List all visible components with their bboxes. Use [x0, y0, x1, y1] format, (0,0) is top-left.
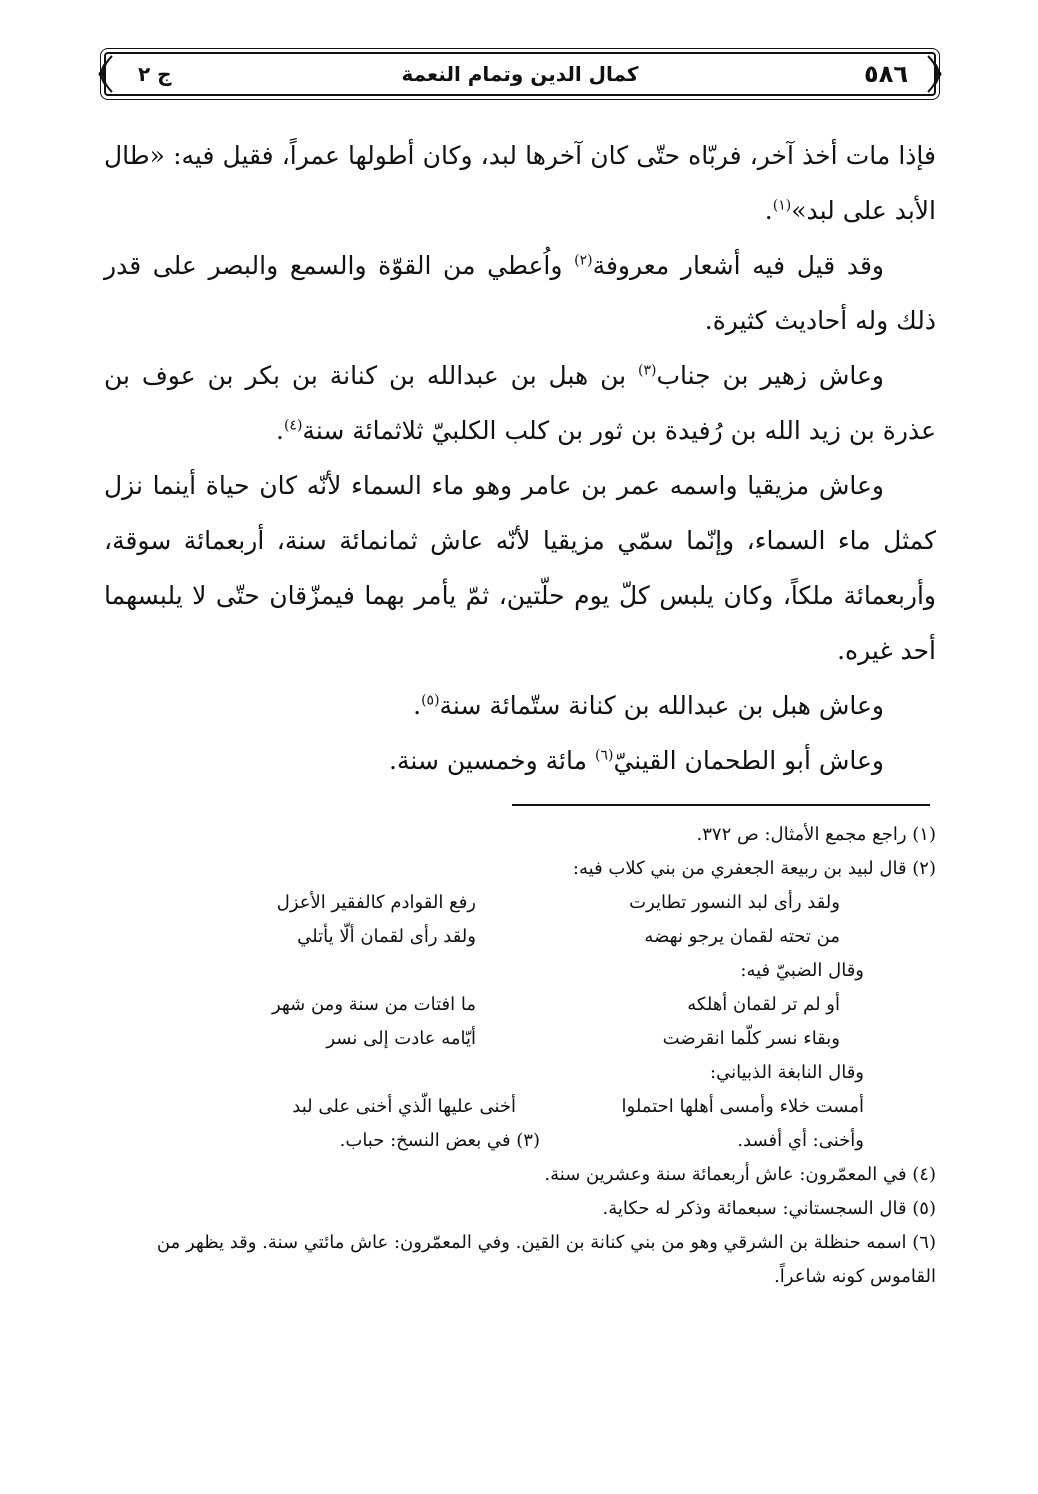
volume-label: ج ٢	[138, 62, 172, 86]
verse-hemistich: ولقد رأى لبد النسور تطايرت	[629, 892, 840, 913]
footnotes	[104, 818, 936, 1294]
poem-verse	[104, 1022, 936, 1056]
footnote-5: (٥) قال السجستاني: سبعمائة وذكر له حكاية.	[602, 1198, 936, 1219]
page-number: ٥٨٦	[864, 60, 908, 88]
header-ornament-right-icon	[924, 54, 950, 94]
verse-hemistich: أمست خلاء وأمسى أهلها احتملوا	[621, 1096, 864, 1117]
footnote-2: (٢) قال لبيد بن ربيعة الجعفري من بني كلاب فيه:	[572, 858, 936, 879]
verse-hemistich: وبقاء نسر كلّما انقرضت	[662, 1028, 840, 1049]
gloss-line	[104, 1124, 936, 1158]
footnote-1: (١) راجع مجمع الأمثال: ص ٣٧٢.	[696, 824, 936, 845]
footnote-ref: (٤)	[283, 417, 303, 434]
footnote-4: (٤) في المعمّرون: عاش أربعمائة سنة وعشرين سنة.	[544, 1164, 936, 1185]
poem-verse	[104, 988, 936, 1022]
footnote-ref: (١)	[772, 197, 792, 214]
paragraph: وعاش هبل بن عبدالله بن كنانة ستّمائة سنة$^{(٥)}$.	[413, 691, 884, 720]
poem-intro: وقال الضبيّ فيه:	[740, 960, 864, 981]
verse-hemistich: ولقد رأى لقمان ألّا يأتلي	[297, 926, 476, 947]
verse-hemistich: أيّامه عادت إلى نسر	[326, 1028, 476, 1049]
paragraph: وعاش زهير بن جناب$^{(٣)}$ بن هبل بن عبدالله بن كنانة بن بكر بن عوف بن عذرة بن زيد الله بن رُفيدة بن ثور بن كلب الكلبيّ ثلاثمائة سنة$^{(٤)}$.	[104, 361, 936, 445]
footnote-divider	[512, 804, 930, 806]
paragraph: وقد قيل فيه أشعار معروفة$^{(٢)}$ واُعطي من القوّة والسمع والبصر على قدر ذلك وله أحاديث كثيرة.	[104, 251, 936, 335]
verse-hemistich: رفع القوادم كالفقير الأعزل	[276, 892, 476, 913]
poem-verse	[104, 1090, 936, 1124]
paragraph: وعاش مزيقيا واسمه عمر بن عامر وهو ماء السماء لأنّه كان حياة أينما نزل كمثل ماء السماء، وإنّما سمّي مزيقيا لأنّه عاش ثمانمائة سنة، أربعمائة سوقة، وأربعمائة ملكاً، وكان يلبس كلّ يوم حلّتين، ثمّ يأمر بهما فيمزّقان حتّى لا يلبسهما أحد غيره.	[104, 471, 936, 665]
verse-hemistich: من تحته لقمان يرجو نهضه	[644, 926, 840, 947]
gloss: وأخنى: أي أفسد.	[737, 1130, 864, 1151]
footnote-ref: (٥)	[421, 692, 440, 709]
main-text	[104, 128, 936, 788]
paragraph: وعاش أبو الطحمان القينيّ$^{(٦)}$ مائة وخمسين سنة.	[389, 746, 884, 775]
poem-verse	[104, 886, 936, 920]
verse-hemistich: أو لم تر لقمان أهلكه	[687, 994, 840, 1015]
header-ornament-left-icon	[90, 54, 116, 94]
footnote-ref: (٦)	[594, 747, 614, 764]
footnote-ref: (٣)	[637, 362, 657, 379]
running-header	[104, 52, 936, 96]
verse-hemistich: ما افتات من سنة ومن شهر	[271, 994, 476, 1015]
footnote-ref: (٢)	[574, 252, 593, 269]
paragraph: فإذا مات أخذ آخر، فربّاه حتّى كان آخرها لبد، وكان أطولها عمراً، فقيل فيه: «طال الأبد على لبد»$^{(١)}$.	[104, 141, 936, 225]
footnote-6: (٦) اسمه حنظلة بن الشرقي وهو من بني كنانة بن القين. وفي المعمّرون: عاش مائتي سنة. وقد يظهر من القاموس كونه شاعراً.	[156, 1232, 936, 1287]
verse-hemistich: أخنى عليها الّذي أخنى على لبد	[292, 1096, 516, 1117]
page-title: كمال الدين وتمام النعمة	[401, 62, 639, 86]
footnote-3: (٣) في بعض النسخ: حباب.	[339, 1130, 540, 1151]
poem-intro: وقال النابغة الذبياني:	[710, 1062, 864, 1083]
poem-verse	[104, 920, 936, 954]
